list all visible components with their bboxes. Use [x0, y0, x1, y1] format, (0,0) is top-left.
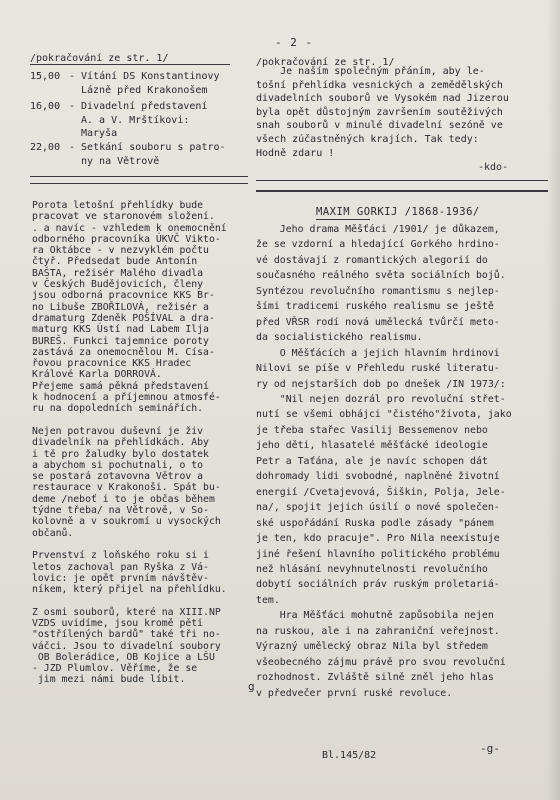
- text-line: dohromady lidi svobodné, naplněné životní: [256, 471, 500, 483]
- text-line: všech zúčastněných krajích. Tak tedy:: [256, 133, 479, 145]
- text-line: Přejeme samá pěkná představení: [32, 380, 209, 392]
- text-line: čtyř. Předsedat bude Antonín: [32, 256, 198, 268]
- text-line: současného reálného světa sociálních bojů.: [256, 270, 506, 282]
- text-line: Výrazný umělecký obraz Nila byl středem: [256, 641, 488, 653]
- text-line: Porota letošní přehlídky bude: [32, 200, 204, 211]
- text-line: níkem, který přijel na přehlídku.: [32, 584, 227, 596]
- text-line: jiné řešení hlavního politického problému: [256, 548, 500, 560]
- text-line: OB Bolerádice, OB Kojice a LŠU: [32, 651, 215, 663]
- text-line: ru na dopoledních seminářích.: [32, 403, 204, 415]
- divider: [256, 180, 548, 181]
- text-line: občanů.: [32, 527, 74, 539]
- text-line: nutí se všemi obhájci "čistého"života, jako: [256, 409, 512, 421]
- text-line: Jeho drama Měšťáci /1901/ je důkazem,: [256, 224, 500, 235]
- text-line: lovic: je opět prvním návštěv-: [32, 572, 209, 584]
- schedule-text: Lázně před Krakonošem: [81, 84, 208, 96]
- article-title: MAXIM GORKIJ /1868-1936/: [316, 206, 480, 218]
- text-line: "ostřílených bardů" také tři no-: [32, 629, 221, 641]
- text-line: Z osmi souborů, které na XIII.NP: [32, 606, 221, 618]
- left-continuation-header: /pokračování ze str. 1/: [30, 53, 169, 64]
- text-line: VZDS uvidíme, jsou kromě pěti: [32, 617, 204, 629]
- text-line: odborného pracovníka ÚKVČ Vikto-: [32, 233, 221, 245]
- schedule-time: 15,00: [30, 71, 61, 82]
- signature-kdo: -kdo-: [478, 162, 509, 173]
- page-edge-shadow: [546, 0, 560, 800]
- text-line: jsou odborná pracovnice KKS Br-: [32, 290, 215, 302]
- text-line: "Nil nejen dozrál pro revoluční střet-: [256, 393, 506, 405]
- text-line: Králové Karla DORROVÁ.: [32, 369, 162, 381]
- text-line: Hra Měšťáci mohutně zapůsobila nejen: [256, 610, 494, 622]
- text-line: dobytí sociálních práv ruským proletariá-: [256, 579, 500, 591]
- text-line: BAŠTA, režisér Malého divadla: [32, 267, 204, 279]
- text-line: [32, 415, 227, 426]
- text-line: da socialistického realismu.: [256, 332, 423, 344]
- schedule-text: - Setkání souboru s patro-: [69, 142, 226, 153]
- text-line: rozhodnost. Zvláště silně zněl jeho hlas: [256, 672, 494, 684]
- divider: [30, 183, 248, 184]
- text-line: a abychom si pochutnali, o to: [32, 459, 204, 471]
- footer-code: Bl.145/82: [322, 750, 377, 761]
- text-line: na ruskou, ale i na zahraniční veřejnost.: [256, 625, 500, 637]
- text-line: [32, 539, 227, 550]
- schedule-text: ny na Větrově: [81, 155, 160, 167]
- text-line: BUREŠ. Funkci tajemnice poroty: [32, 335, 209, 347]
- text-line: v předvečer první ruské revoluce.: [256, 687, 453, 699]
- text-line: Nejen potravou duševní je živ: [32, 425, 204, 437]
- schedule-text: - Divadelní představení: [69, 101, 208, 112]
- text-line: [32, 595, 227, 606]
- text-line: Je naším společným přáním, aby le-: [256, 66, 485, 77]
- text-line: pracovat ve staronovém složení.: [32, 211, 215, 223]
- text-line: O Měšťácích a jejich hlavním hrdinovi: [256, 347, 500, 359]
- right-continuation-header: /pokračování ze str. 1/: [256, 57, 395, 68]
- text-line: ra Oktábce - v nezvyklém počtu: [32, 245, 209, 257]
- text-line: tem.: [256, 594, 280, 606]
- text-line: . a navíc - vzhledem k onemocnění: [32, 222, 227, 234]
- text-line: snah souborů v minulé divadelní sezóně ve: [256, 120, 503, 132]
- schedule-text: - Vítání DS Konstantinovy: [69, 71, 220, 82]
- text-line: je ten, kdo pracuje". Pro Nila neexistuje: [256, 533, 500, 545]
- article-text: [256, 222, 512, 701]
- text-line: než hlásání nevyhnutelnosti revolučního: [256, 563, 488, 575]
- text-line: řovou pracovnice KKS Hradec: [32, 358, 192, 370]
- text-line: šími tradicemi ruského realismu se ještě: [256, 301, 494, 313]
- text-line: před VŘSR rodí nová umělecká tvůrčí meto-: [256, 316, 500, 328]
- text-line: na/, spojit jejich úsilí o nové společen-: [256, 502, 500, 514]
- text-line: se postará zotavovna Větrov a: [32, 471, 204, 483]
- schedule-time: 22,00: [30, 142, 61, 153]
- text-line: - JZD Plumlov. Věříme, že se: [32, 663, 198, 675]
- schedule-time: 16,00: [30, 101, 61, 112]
- text-line: k hodnocení a příjemnou atmosfé-: [32, 392, 221, 404]
- text-line: deme /neboť i to je občas během: [32, 493, 215, 505]
- text-line: kolovně a v soukromí u vysockých: [32, 516, 221, 528]
- text-line: ské uspořádání Ruska podle zásady "pánem: [256, 517, 494, 529]
- text-line: byla opět důstojným završením soutěživých: [256, 106, 503, 118]
- text-line: Prvenství z loňského roku si i: [32, 550, 209, 562]
- text-line: ry od nejstarších dob po dnešek /IN 1973/:: [256, 378, 506, 390]
- text-line: restaurace v Krakonoši. Spát bu-: [32, 482, 221, 494]
- text-line: dramaturg Zdeněk POŠÍVAL a dra-: [32, 312, 215, 324]
- text-line: i tě pro žaludky bylo dostatek: [32, 448, 209, 460]
- text-line: v Českých Budějovicích, členy: [32, 279, 204, 291]
- text-line: energií /Cvetajevová, Šiškin, Polja, Jele-: [256, 486, 506, 498]
- page-number: - 2 -: [275, 36, 314, 49]
- text-line: jeho děti, hlasatelé měšťácké ideologie: [256, 440, 488, 452]
- divider: [30, 176, 248, 177]
- text-line: jim mezi námi bude líbit.: [32, 674, 186, 686]
- text-line: divadelních souborů ve Vysokém nad Jizerou: [256, 93, 509, 105]
- text-line: Nilovi se píše v Přehledu ruské literatu-: [256, 363, 500, 375]
- text-line: že se vzdorní a hledající Gorkého hrdino-: [256, 239, 500, 251]
- article-signature: -g-: [480, 742, 500, 755]
- schedule-text: A. a V. Mrštíkovi:: [81, 114, 190, 126]
- text-line: letos zachoval pan Ryška z Vá-: [32, 561, 209, 573]
- text-line: Hodně zdaru !: [256, 147, 335, 159]
- right-top-text: [256, 65, 509, 160]
- text-line: divadelník na přehlídkách. Aby: [32, 437, 209, 449]
- text-line: no Libuše ZBOŘILOVÁ, režisér a: [32, 301, 209, 313]
- text-line: Syntézou revolučního romantismu s nejlep-: [256, 285, 500, 297]
- text-line: tošní přehlídka vesnických a zemědělských: [256, 79, 503, 91]
- left-column-text: [32, 200, 227, 686]
- divider: [256, 190, 548, 192]
- schedule-text: Maryša: [81, 128, 118, 140]
- text-line: maturg KKS Ústí nad Labem Ilja: [32, 324, 209, 336]
- divider: [30, 64, 230, 65]
- text-line: Petr a Taťána, ale je navíc schopen dát: [256, 455, 488, 467]
- title-underline: [316, 219, 370, 220]
- text-line: váčci. Jsou to divadelní soubory: [32, 640, 221, 652]
- text-line: zastává za onemocnělou M. Císa-: [32, 346, 215, 358]
- text-line: všeobecného zájmu právě pro svou revoluční: [256, 656, 506, 668]
- signature-g: g: [248, 680, 255, 693]
- text-line: je třeba stařec Vasilij Bessemenov nebo: [256, 424, 488, 436]
- text-line: vé dostávají z romantických alegorií do: [256, 254, 488, 266]
- text-line: týdne třeba/ na Větrově, v So-: [32, 505, 209, 517]
